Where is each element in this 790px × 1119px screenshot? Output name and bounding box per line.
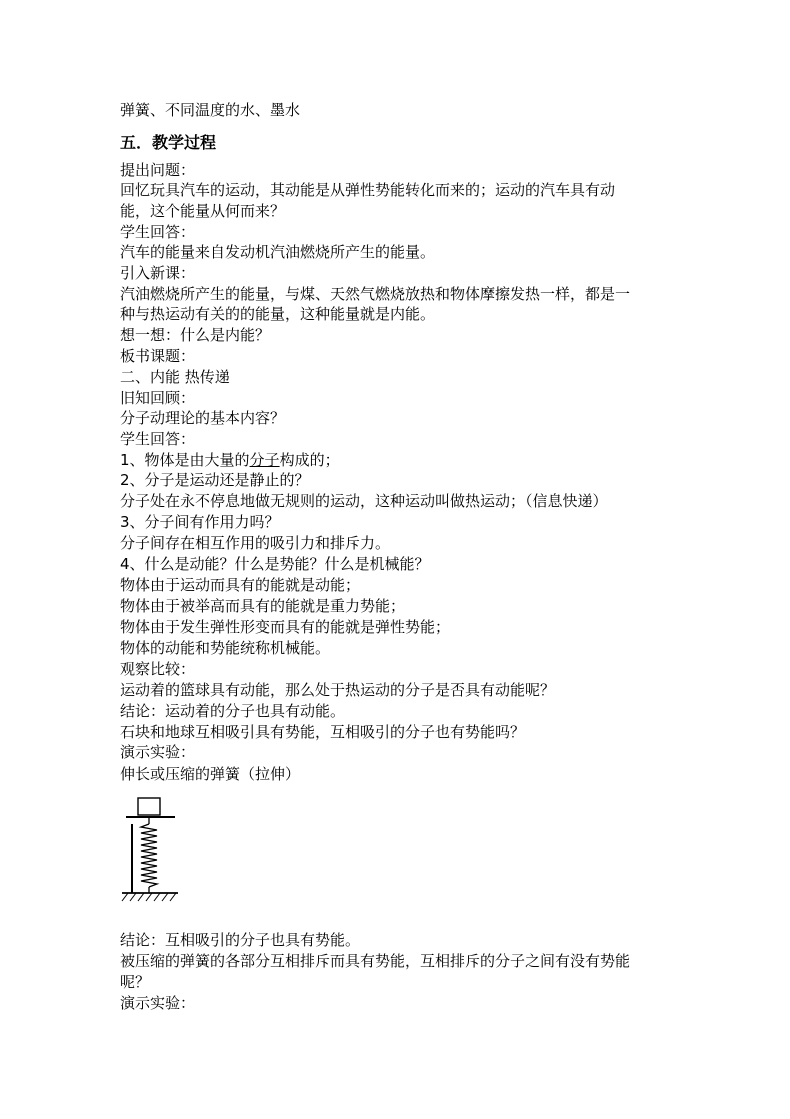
text-line: 分子处在永不停息地做无规则的运动，这种运动叫做热运动；（信息快递） xyxy=(120,492,608,510)
subsection-title: 二、内能 热传递 xyxy=(120,368,230,386)
text-segment: 构成的； xyxy=(279,451,340,469)
text-line: 汽油燃烧所产生的能量，与煤、天然气燃烧放热和物体摩擦发热一样，都是一 xyxy=(120,285,631,303)
text-line: 提出问题： xyxy=(120,161,196,179)
text-line xyxy=(120,450,340,470)
text-line: 分子间存在相互作用的吸引力和排斥力。 xyxy=(120,534,391,552)
text-line: 物体由于发生弹性形变而具有的能就是弹性势能； xyxy=(120,618,451,636)
text-line: 想一想：什么是内能？ xyxy=(120,326,271,344)
text-line: 学生回答： xyxy=(120,223,196,241)
text-line: 能，这个能量从何而来？ xyxy=(120,202,286,220)
text-line: 物体由于运动而具有的能就是动能； xyxy=(120,576,361,594)
text-line: 结论：运动着的分子也具有动能。 xyxy=(120,702,346,720)
text-line: 物体的动能和势能统称机械能。 xyxy=(120,639,331,657)
section-heading: 五．教学过程 xyxy=(120,133,217,152)
text-line: 旧知回顾： xyxy=(120,389,196,407)
text-line: 运动着的篮球具有动能，那么处于热运动的分子是否具有动能呢？ xyxy=(120,681,556,699)
text-line: 种与热运动有关的的能量，这种能量就是内能。 xyxy=(120,305,436,323)
text-line: 演示实验： xyxy=(120,994,196,1012)
text-line: 观察比较： xyxy=(120,660,196,678)
text-line: 学生回答： xyxy=(120,430,196,448)
text-line: 结论：互相吸引的分子也具有势能。 xyxy=(120,931,361,949)
underlined-term: 分子 xyxy=(249,451,280,469)
text-line: 3、分子间有作用力吗？ xyxy=(120,513,280,531)
materials-text: 弹簧、不同温度的水、墨水 xyxy=(120,101,301,119)
text-line: 分子动理论的基本内容？ xyxy=(120,409,286,427)
text-line: 回忆玩具汽车的运动，其动能是从弹性势能转化而来的；运动的汽车具有动 xyxy=(120,181,616,199)
text-line: 呢？ xyxy=(120,973,151,991)
text-line: 演示实验： xyxy=(120,743,196,761)
text-line: 被压缩的弹簧的各部分互相排斥而具有势能，互相排斥的分子之间有没有势能 xyxy=(120,952,631,970)
spring-apparatus-icon xyxy=(120,796,180,908)
text-line: 2、分子是运动还是静止的？ xyxy=(120,471,310,489)
text-line: 石块和地球互相吸引具有势能，互相吸引的分子也有势能吗？ xyxy=(120,723,526,741)
text-line: 汽车的能量来自发动机汽油燃烧所产生的能量。 xyxy=(120,243,436,261)
text-line: 伸长或压缩的弹簧（拉伸） xyxy=(120,765,301,783)
text-line: 物体由于被举高而具有的能就是重力势能； xyxy=(120,597,406,615)
text-line: 板书课题： xyxy=(120,347,196,365)
text-line: 引入新课： xyxy=(120,264,196,282)
text-segment: 1、物体是由大量的 xyxy=(120,451,250,469)
text-line: 4、什么是动能？什么是势能？什么是机械能？ xyxy=(120,555,430,573)
